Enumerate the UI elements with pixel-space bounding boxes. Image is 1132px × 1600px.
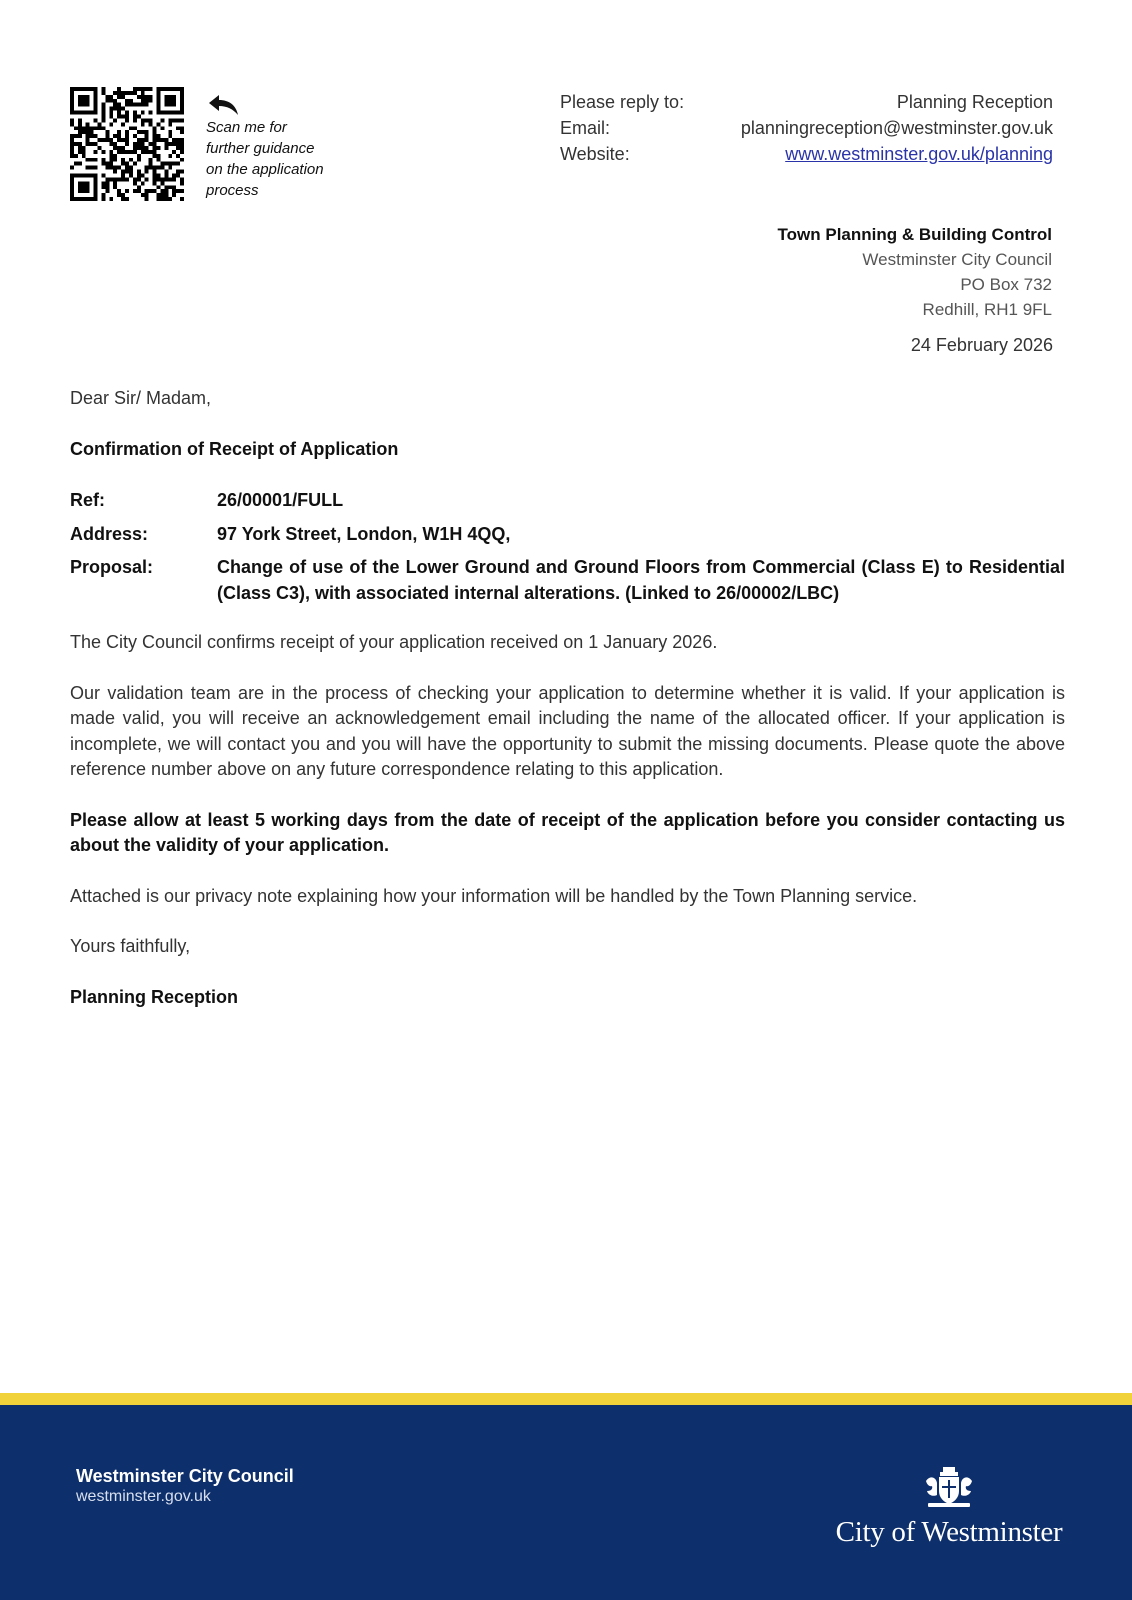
- reply-to-value: Planning Reception: [896, 92, 1053, 112]
- greeting: Dear Sir/ Madam,: [70, 388, 212, 408]
- detail-address-value: 97 York Street, London, W1H 4QQ,: [217, 523, 511, 544]
- detail-ref: [70, 488, 1065, 514]
- detail-proposal: [70, 555, 1065, 606]
- detail-proposal-value: Change of use of the Lower Ground and Ground Floors from Commercial (Class E) to Residential (Class C3), with associated internal alterations. (Linked to 26/00002/LBC): [217, 557, 1065, 603]
- council-address: [778, 222, 1052, 322]
- validation-paragraph: Our validation team are in the process of checking your application to determine whether it is valid. If your application is made valid, you will receive an acknowledgement email including the name of the allocated officer. If your application is incomplete, we will contact you and you will have the opportunity to submit the missing documents. Please quote the above reference number above on any future correspondence relating to this application.: [70, 682, 1065, 779]
- receipt-paragraph: The City Council confirms receipt of your application received on 1 January 2026.: [70, 632, 718, 652]
- address-line-2: PO Box 732: [960, 275, 1052, 294]
- footer-org-site: westminster.gov.uk: [76, 1488, 211, 1505]
- qr-caption-line-2: further guidance: [206, 140, 315, 157]
- notice-paragraph: Please allow at least 5 working days from the date of receipt of the application before you consider contacting us about the validity of your application.: [70, 809, 1065, 855]
- signatory: Planning Reception: [70, 986, 239, 1007]
- email-row: [560, 115, 1053, 141]
- reply-to-label: Please reply to:: [560, 92, 685, 112]
- address-line-1: Westminster City Council: [862, 250, 1052, 269]
- contact-block: [560, 89, 1053, 167]
- email-label: Email:: [560, 118, 611, 138]
- letter-subject: Confirmation of Receipt of Application: [70, 438, 399, 459]
- footer-org-name: Westminster City Council: [76, 1466, 294, 1486]
- detail-ref-value: 26/00001/FULL: [217, 490, 344, 510]
- qr-caption-line-4: process: [206, 182, 259, 199]
- footer-logo-text: City of Westminster: [835, 1516, 1063, 1548]
- website-label: Website:: [560, 144, 630, 164]
- detail-proposal-label: Proposal:: [70, 557, 154, 577]
- website-row: [560, 141, 1053, 167]
- address-line-3: Redhill, RH1 9FL: [922, 300, 1052, 319]
- qr-caption-line-1: Scan me for: [206, 119, 287, 136]
- reply-to-row: [560, 89, 1053, 115]
- crest-icon: [922, 1465, 976, 1509]
- department-name: Town Planning & Building Control: [777, 225, 1052, 244]
- qr-code: [70, 87, 184, 201]
- reply-arrow-icon: [207, 94, 239, 116]
- detail-ref-label: Ref:: [70, 490, 105, 510]
- signoff: Yours faithfully,: [70, 936, 191, 956]
- email-value: planningreception@westminster.gov.uk: [740, 118, 1053, 138]
- letter-body: [70, 386, 1065, 1010]
- footer-stripe: [0, 1393, 1132, 1405]
- detail-address-label: Address:: [70, 523, 149, 544]
- privacy-paragraph: Attached is our privacy note explaining how your information will be handled by the Town Planning service.: [70, 885, 918, 906]
- website-link[interactable]: www.westminster.gov.uk/planning: [785, 144, 1053, 164]
- letter-date: 24 February 2026: [910, 335, 1053, 355]
- qr-guidance: [206, 94, 346, 201]
- application-details: [70, 488, 1065, 606]
- footer-organisation: [76, 1465, 294, 1507]
- detail-address: [70, 522, 1065, 548]
- footer: [0, 1405, 1132, 1600]
- city-of-westminster-logo: [834, 1465, 1064, 1549]
- qr-caption-line-3: on the application: [206, 161, 324, 178]
